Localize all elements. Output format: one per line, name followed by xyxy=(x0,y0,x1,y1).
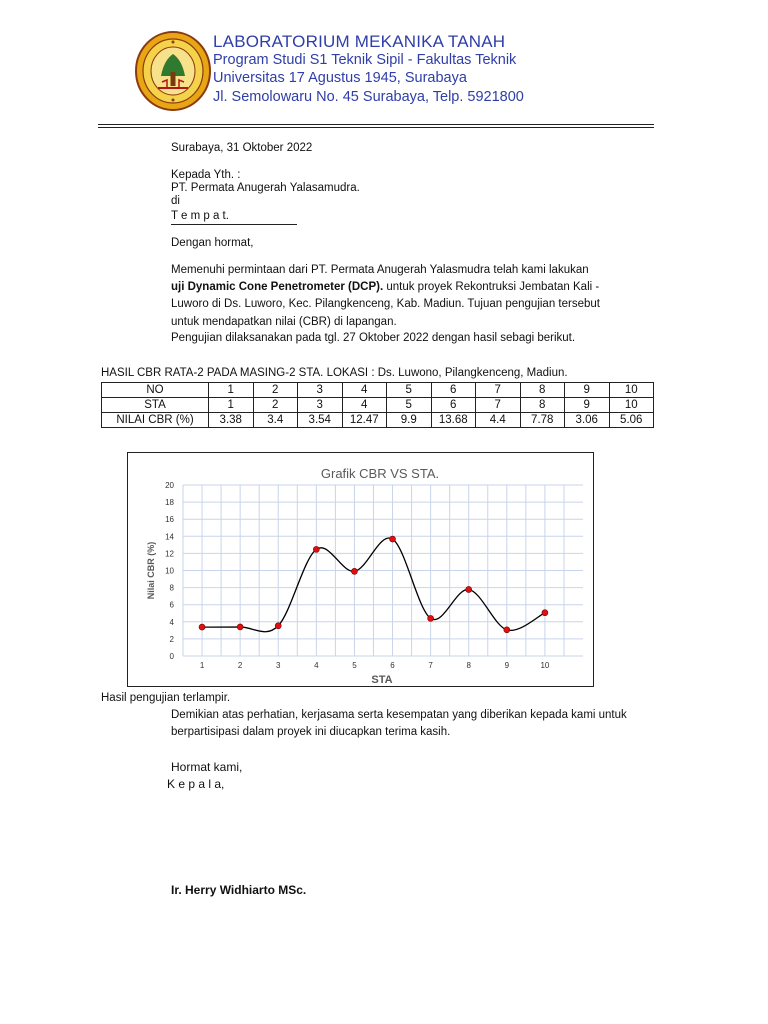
table-cell: 8 xyxy=(520,398,565,413)
table-cell: 3 xyxy=(298,383,343,398)
table-cell: 7 xyxy=(476,383,521,398)
data-point xyxy=(466,586,472,592)
x-tick-label: 1 xyxy=(199,661,205,670)
cbr-chart-svg xyxy=(128,453,593,686)
y-tick-label: 16 xyxy=(165,515,174,525)
y-tick-label: 20 xyxy=(165,481,174,490)
y-tick-label: 10 xyxy=(165,566,174,576)
to-label: Kepada Yth. : xyxy=(171,169,241,181)
table-caption: HASIL CBR RATA-2 PADA MASING-2 STA. LOKASI : Ds. Luwono, Pilangkenceng, Madiun. xyxy=(101,367,568,379)
table-cell: 8 xyxy=(520,383,565,398)
data-point xyxy=(199,624,205,630)
table-cell: 4.4 xyxy=(476,413,521,428)
table-cell: 3 xyxy=(298,398,343,413)
table-cell: 1 xyxy=(209,383,254,398)
table-cell: 2 xyxy=(253,398,298,413)
y-tick-label: 2 xyxy=(169,634,174,644)
recipient: PT. Permata Anugerah Yalasamudra. xyxy=(171,182,360,194)
table-cell: 2 xyxy=(253,383,298,398)
cbr-results-table xyxy=(101,382,654,428)
table-cell: 10 xyxy=(609,398,654,413)
data-point xyxy=(390,536,396,542)
tempat-underline xyxy=(171,224,297,225)
y-tick-label: 14 xyxy=(165,532,174,542)
paragraph-line-4: untuk mendapatkan nilai (CBR) di lapangan. xyxy=(171,316,397,328)
x-tick-label: 7 xyxy=(428,661,433,670)
table-cell: 5.06 xyxy=(609,413,654,428)
x-tick-label: 4 xyxy=(314,661,319,670)
table-cell: 13.68 xyxy=(431,413,476,428)
table-cell: 4 xyxy=(342,398,387,413)
table-cell: 6 xyxy=(431,383,476,398)
y-tick-label: 8 xyxy=(169,583,174,593)
tempat-text: T e m p a t. xyxy=(171,210,229,222)
table-row-cbr xyxy=(102,413,654,428)
table-cell: 5 xyxy=(387,398,432,413)
greeting: Dengan hormat, xyxy=(171,237,254,249)
closing-line-1: Demikian atas perhatian, kerjasama serta kesempatan yang diberikan kepada kami untuk xyxy=(171,709,627,721)
header-divider-bottom xyxy=(98,127,654,128)
attachment-note: Hasil pengujian terlampir. xyxy=(101,692,231,704)
x-tick-label: 6 xyxy=(390,661,395,670)
table-cell: 12.47 xyxy=(342,413,387,428)
paragraph-line-3: Luworo di Ds. Luworo, Kec. Pilangkenceng, Kab. Madiun. Tujuan pengujian tersebut xyxy=(171,298,600,310)
row-label: NILAI CBR (%) xyxy=(102,413,209,428)
lab-name: LABORATORIUM MEKANIKA TANAH xyxy=(213,32,506,51)
regards: Hormat kami, xyxy=(171,760,243,774)
y-axis-label: Nilai CBR (%) xyxy=(146,541,156,600)
table-cell: 7 xyxy=(476,398,521,413)
program-name: Program Studi S1 Teknik Sipil - Fakultas Teknik xyxy=(213,52,517,68)
y-tick-label: 0 xyxy=(169,652,174,661)
table-row-sta xyxy=(102,398,654,413)
data-point xyxy=(542,610,548,616)
university-name: Universitas 17 Agustus 1945, Surabaya xyxy=(213,70,467,86)
letter-date: Surabaya, 31 Oktober 2022 xyxy=(171,142,313,154)
paragraph-line-5: Pengujian dilaksanakan pada tgl. 27 Oktober 2022 dengan hasil sebagi berikut. xyxy=(171,332,576,344)
table-cell: 9.9 xyxy=(387,413,432,428)
table-cell: 9 xyxy=(565,398,610,413)
di-text: di xyxy=(171,195,180,207)
x-tick-label: 3 xyxy=(276,661,281,670)
x-tick-label: 9 xyxy=(504,661,510,670)
position-title: K e p a l a, xyxy=(167,777,225,791)
table-cell: 1 xyxy=(209,398,254,413)
cbr-chart xyxy=(127,452,594,687)
table-cell: 5 xyxy=(387,383,432,398)
header-divider-top xyxy=(98,124,654,125)
data-point xyxy=(504,627,510,633)
table-cell: 3.54 xyxy=(298,413,343,428)
table-cell: 10 xyxy=(609,383,654,398)
x-tick-label: 10 xyxy=(540,661,550,670)
table-cell: 3.06 xyxy=(565,413,610,428)
x-tick-label: 5 xyxy=(352,661,357,670)
table-cell: 7.78 xyxy=(520,413,565,428)
x-axis-label: STA xyxy=(371,674,393,686)
university-seal xyxy=(134,30,212,112)
address: Jl. Semolowaru No. 45 Surabaya, Telp. 5921800 xyxy=(213,89,524,105)
y-tick-label: 12 xyxy=(165,549,174,559)
data-point xyxy=(237,624,243,630)
paragraph-line-1: Memenuhi permintaan dari PT. Permata Anugerah Yalasmudra telah kami lakukan xyxy=(171,264,589,276)
row-label: STA xyxy=(102,398,209,413)
dcp-test-name: uji Dynamic Cone Penetrometer (DCP). xyxy=(171,281,384,293)
y-tick-label: 18 xyxy=(165,498,174,508)
data-point xyxy=(428,615,434,621)
closing-line-2: berpartisipasi dalam proyek ini diucapkan terima kasih. xyxy=(171,726,451,738)
table-cell: 3.38 xyxy=(209,413,254,428)
data-point xyxy=(313,546,319,552)
chart-title: Grafik CBR VS STA. xyxy=(320,466,440,481)
table-cell: 3.4 xyxy=(253,413,298,428)
data-point xyxy=(275,623,281,629)
x-tick-label: 2 xyxy=(237,661,243,670)
table-cell: 6 xyxy=(431,398,476,413)
row-label: NO xyxy=(102,383,209,398)
paragraph-line-2 xyxy=(171,280,599,294)
table-cell: 4 xyxy=(342,383,387,398)
data-point xyxy=(351,568,357,574)
table-row-no xyxy=(102,383,654,398)
y-tick-label: 6 xyxy=(169,600,174,610)
project-text: untuk proyek Rekontruksi Jembatan Kali - xyxy=(383,281,600,293)
y-tick-label: 4 xyxy=(169,617,174,627)
signatory-name: Ir. Herry Widhiarto MSc. xyxy=(171,883,307,897)
table-cell: 9 xyxy=(565,383,610,398)
x-tick-label: 8 xyxy=(466,661,471,670)
